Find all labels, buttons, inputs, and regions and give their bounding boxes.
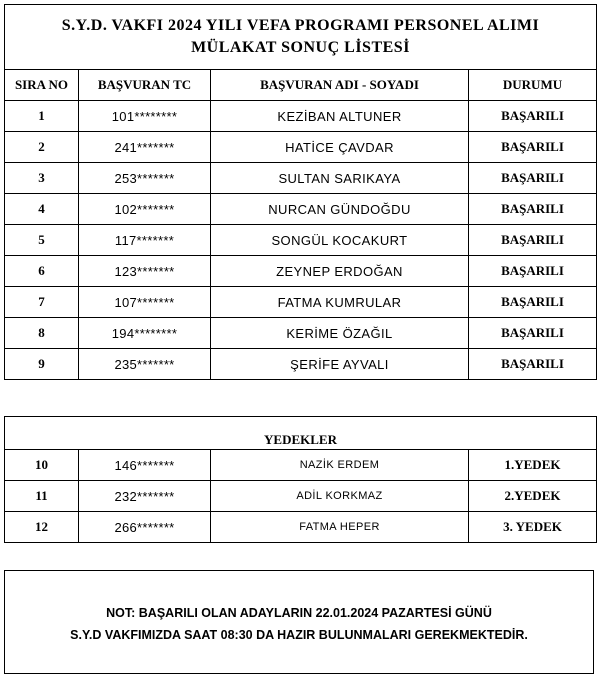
results-body — [5, 101, 597, 380]
applicant-name: SONGÜL KOCAKURT — [211, 225, 469, 256]
applicant-tc: 194******** — [79, 318, 211, 349]
header-row — [5, 70, 597, 101]
table-row — [5, 101, 597, 132]
result-status: BAŞARILI — [469, 349, 597, 380]
row-number: 7 — [5, 287, 79, 318]
table-row — [5, 163, 597, 194]
applicant-name: KEZİBAN ALTUNER — [211, 101, 469, 132]
applicant-tc: 241******* — [79, 132, 211, 163]
table-row — [5, 194, 597, 225]
applicant-tc: 117******* — [79, 225, 211, 256]
column-header-no: SIRA NO — [5, 70, 79, 101]
title-line-1: S.Y.D. VAKFI 2024 YILI VEFA PROGRAMI PERSONEL ALIMI — [61, 17, 540, 34]
note-line-2: S.Y.D VAKFIMIZDA SAAT 08:30 DA HAZIR BULUNMALARI GEREKMEKTEDİR. — [70, 628, 528, 642]
result-status: BAŞARILI — [469, 256, 597, 287]
row-number: 4 — [5, 194, 79, 225]
applicant-tc: 253******* — [79, 163, 211, 194]
table-row — [5, 450, 597, 481]
applicant-tc: 235******* — [79, 349, 211, 380]
column-header-tc: BAŞVURAN TC — [79, 70, 211, 101]
applicant-tc: 146******* — [79, 450, 211, 481]
applicant-tc: 102******* — [79, 194, 211, 225]
applicant-name: NURCAN GÜNDOĞDU — [211, 194, 469, 225]
title-line-2: MÜLAKAT SONUÇ LİSTESİ — [191, 39, 410, 56]
applicant-tc: 101******** — [79, 101, 211, 132]
result-status: BAŞARILI — [469, 318, 597, 349]
applicant-tc: 232******* — [79, 481, 211, 512]
row-number: 11 — [5, 481, 79, 512]
applicant-name: KERİME ÖZAĞIL — [211, 318, 469, 349]
applicant-name: ADİL KORKMAZ — [211, 481, 469, 512]
column-header-name: BAŞVURAN ADI - SOYADI — [211, 70, 469, 101]
result-status: BAŞARILI — [469, 225, 597, 256]
column-header-status: DURUMU — [469, 70, 597, 101]
result-status: BAŞARILI — [469, 132, 597, 163]
table-row — [5, 132, 597, 163]
row-number: 6 — [5, 256, 79, 287]
result-status: 2.YEDEK — [469, 481, 597, 512]
applicant-tc: 266******* — [79, 512, 211, 543]
table-row — [5, 287, 597, 318]
applicant-name: HATİCE ÇAVDAR — [211, 132, 469, 163]
reserves-table — [4, 416, 597, 543]
note-line-1: NOT: BAŞARILI OLAN ADAYLARIN 22.01.2024 PAZARTESİ GÜNÜ — [106, 606, 492, 620]
result-status: BAŞARILI — [469, 101, 597, 132]
result-status: BAŞARILI — [469, 287, 597, 318]
row-number: 1 — [5, 101, 79, 132]
row-number: 8 — [5, 318, 79, 349]
result-status: BAŞARILI — [469, 194, 597, 225]
row-number: 5 — [5, 225, 79, 256]
result-status: BAŞARILI — [469, 163, 597, 194]
applicant-name: ŞERİFE AYVALI — [211, 349, 469, 380]
reserves-heading: YEDEKLER — [5, 431, 597, 450]
row-number: 10 — [5, 450, 79, 481]
applicant-name: FATMA KUMRULAR — [211, 287, 469, 318]
reserves-heading-row — [5, 431, 597, 450]
applicant-tc: 123******* — [79, 256, 211, 287]
result-status: 1.YEDEK — [469, 450, 597, 481]
document-title — [5, 5, 597, 70]
title-row — [5, 5, 597, 70]
applicant-tc: 107******* — [79, 287, 211, 318]
table-row — [5, 481, 597, 512]
table-row — [5, 256, 597, 287]
row-number: 2 — [5, 132, 79, 163]
table-row — [5, 225, 597, 256]
applicant-name: SULTAN SARIKAYA — [211, 163, 469, 194]
row-number: 9 — [5, 349, 79, 380]
reserves-gap-row — [5, 417, 597, 432]
reserves-body — [5, 450, 597, 543]
result-status: 3. YEDEK — [469, 512, 597, 543]
table-row — [5, 349, 597, 380]
table-row — [5, 318, 597, 349]
table-row — [5, 512, 597, 543]
applicant-name: NAZİK ERDEM — [211, 450, 469, 481]
results-table — [4, 4, 597, 380]
applicant-name: FATMA HEPER — [211, 512, 469, 543]
applicant-name: ZEYNEP ERDOĞAN — [211, 256, 469, 287]
note-box — [4, 570, 594, 674]
row-number: 3 — [5, 163, 79, 194]
row-number: 12 — [5, 512, 79, 543]
